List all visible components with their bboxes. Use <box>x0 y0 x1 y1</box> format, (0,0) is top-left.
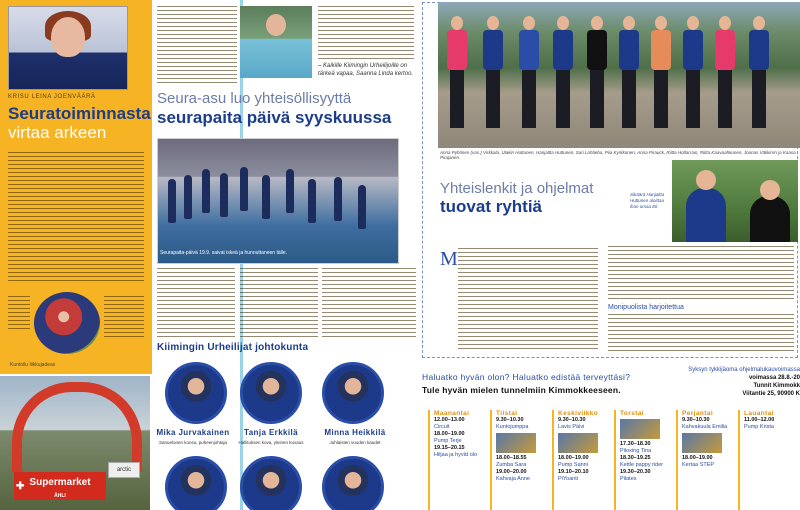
main-headline <box>157 90 417 128</box>
group-caption: Anna Pyhtinen (vas.) Virkkala, Ulakin Huttunen, Hanjaltta Huttunen, Sari Lohtieba, Piia Kyrkkonen, Anna Pirauck, Riitta Holtarrain, Riitta Kaavaahkunen, Joonas Välikirrin ja Kaasa Pirajanen. <box>440 150 796 160</box>
dancer <box>358 185 366 229</box>
board-member-role: Hallituksen kova, yleinen kuvaus <box>238 440 304 445</box>
gym-caption: Seurapaita-päivä 19.9. saivat iskeä ja hunnuttaneen tälle. <box>160 250 288 256</box>
column-body-text <box>8 152 144 282</box>
dancer <box>286 169 294 213</box>
article-quote: Sikäärä Hanjaltta Huttunen aloittaa ihan omaa Eli. <box>630 192 665 209</box>
dancer <box>334 177 342 221</box>
runner <box>748 16 770 138</box>
dancer <box>168 179 176 223</box>
runner-head <box>760 180 780 200</box>
runner <box>618 16 640 138</box>
board-member-name: Minna Heikkilä <box>324 428 386 437</box>
board-member-role: Juhlaisten vuoden kaudet <box>329 440 381 445</box>
board-member-photo <box>322 362 384 424</box>
board-member-name: Mika Jurvakainen <box>156 428 230 437</box>
schedule-address: Viitantie 25, 90900 K <box>742 391 800 397</box>
runner-body <box>750 196 790 242</box>
gym-dancers-photo <box>157 138 399 264</box>
entry: 9.30–10.30 Kahvakuula Emilia <box>682 417 728 430</box>
couple-runners-photo <box>672 160 798 242</box>
day-name: Lauantai <box>744 410 774 417</box>
body-col-3 <box>322 268 416 338</box>
schedule-dates: voimassa 28.8.-20 <box>748 375 800 381</box>
entry: 18.00–19.00 Kertaa STEP <box>682 455 715 468</box>
entry: 18.00–18.55 Zumba Sara <box>496 455 527 468</box>
schedule-day <box>552 410 610 510</box>
finish-arch <box>12 382 142 472</box>
day-name: Tiistai <box>496 410 518 417</box>
schedule-day <box>428 410 486 510</box>
entry: 18.00–19.00 Pump Sanni <box>558 455 589 468</box>
article-subhead: Monipuolista harjoitettua <box>608 304 684 311</box>
arctic-sticker: arctic <box>108 462 140 478</box>
column-side-text <box>104 296 144 340</box>
runner <box>518 16 540 138</box>
board-title: Kiimingin Urheilijat johtokunta <box>157 342 309 353</box>
drop-cap: M <box>440 248 458 270</box>
board-member-photo <box>322 456 384 510</box>
top-right-text <box>318 6 414 60</box>
day-name: Torstai <box>620 410 644 417</box>
dancer <box>202 169 210 213</box>
runner <box>682 16 704 138</box>
entry: 19.30–20.30 Pilates <box>620 469 651 482</box>
schedule-info <box>686 366 800 398</box>
runner-body <box>686 188 726 242</box>
board-member-photo <box>240 362 302 424</box>
author-portrait <box>8 6 128 90</box>
column-photo-caption: Kuntoilu liikkujadeas <box>10 362 56 368</box>
cta-bold: Tule hyvän mielen tunnelmiin Kimmokkeeseen. <box>422 385 621 395</box>
entry: 19.15–20.15 Hiljaa ja hyvät olo <box>434 445 478 458</box>
portrait-face <box>51 17 85 57</box>
cta-light: Haluatko hyvän olon? Haluatko edistää terveyttäsi? <box>422 372 631 382</box>
supermarket-sub: ÄHLI <box>54 493 66 499</box>
main-headline-light: Seura-asu luo yhteisöllisyyttä <box>157 90 352 107</box>
runner <box>650 16 672 138</box>
quote: – Kaikille Kiimingin Urheilijoille on tärkeä vapaa, Saanna Linda kertoo. <box>318 63 414 77</box>
board-member-photo <box>240 456 302 510</box>
article-headline-bold: tuovat ryhtiä <box>440 197 543 216</box>
board-member-name: Tanja Erkkilä <box>244 428 298 437</box>
column-headline <box>8 104 151 142</box>
supermarket-name: Supermarket <box>29 477 91 488</box>
column-headline-light: virtaa arkeen <box>8 123 107 142</box>
column-left-text <box>8 296 30 332</box>
article-col-2b <box>608 314 794 354</box>
entry: 12.00–13.00 Circuit <box>434 417 465 430</box>
entry: 18.00–19.00 Pump Terje <box>434 431 465 444</box>
runner <box>552 16 574 138</box>
runner-head <box>696 170 716 190</box>
entry: 11.00–12.00 Pump Krista <box>744 417 775 430</box>
schedule-day <box>676 410 734 510</box>
column-photo-round <box>34 292 100 354</box>
entry: 19.00–20.00 Kahvaja Anne <box>496 469 530 482</box>
entry: 18.30–19.25 Kettle pappy rider <box>620 455 664 468</box>
schedule-thumb <box>682 433 722 453</box>
dancer <box>184 175 192 219</box>
runner <box>482 16 504 138</box>
board-member-role: Sanuelonen konsu, puheenjohtaja <box>158 440 228 445</box>
author-name: KRISU LEINA JOENVÄÄRÄ <box>8 94 96 100</box>
schedule-thumb <box>496 433 536 453</box>
day-name: Perjantai <box>682 410 714 417</box>
runner <box>446 16 468 138</box>
article-col-2 <box>608 246 794 302</box>
girl-photo <box>240 6 312 78</box>
girl-face <box>266 14 286 36</box>
top-body-text <box>157 6 237 86</box>
schedule-title: Syksyn tykkijäoma ohjelmalukauvoimassa <box>688 367 800 373</box>
column-headline-bold: Seuratoiminnasta <box>8 104 151 123</box>
supermarket-logo-icon: ✚ <box>16 481 25 492</box>
schedule-day <box>738 410 800 510</box>
board-member-photo <box>165 362 227 424</box>
schedule-thumb <box>558 433 598 453</box>
day-name: Keskiviikko <box>558 410 599 417</box>
runner <box>714 16 736 138</box>
group-runners-photo <box>438 2 800 148</box>
body-col-2 <box>240 268 318 338</box>
board-member-photo <box>165 456 227 510</box>
day-name: Maanantai <box>434 410 470 417</box>
schedule-day <box>614 410 672 510</box>
schedule-place: Tunnit Kimmokk <box>753 383 800 389</box>
schedule-thumb <box>620 419 660 439</box>
main-headline-bold: seurapaita päivä syyskuussa <box>157 108 392 127</box>
supermarket-ad <box>14 472 106 500</box>
article-col-1 <box>458 248 598 352</box>
entry: 9.30–10.30 Kuntojumppa <box>496 417 529 430</box>
yellow-column <box>0 0 152 374</box>
entry: 17.30–18.30 Piloxing Tina <box>620 441 652 454</box>
runner <box>586 16 608 138</box>
dancer <box>240 167 248 211</box>
entry: 19.10–20.10 PiYoanti <box>558 469 589 482</box>
body-col-1 <box>157 268 235 338</box>
dancer <box>220 173 228 217</box>
schedule-day <box>490 410 548 510</box>
entry: 9.30–10.30 Lavis Päivi <box>558 417 586 430</box>
dancer <box>262 175 270 219</box>
article-headline-light: Yhteislenkit ja ohjelmat <box>440 180 594 197</box>
dancer <box>308 179 316 223</box>
